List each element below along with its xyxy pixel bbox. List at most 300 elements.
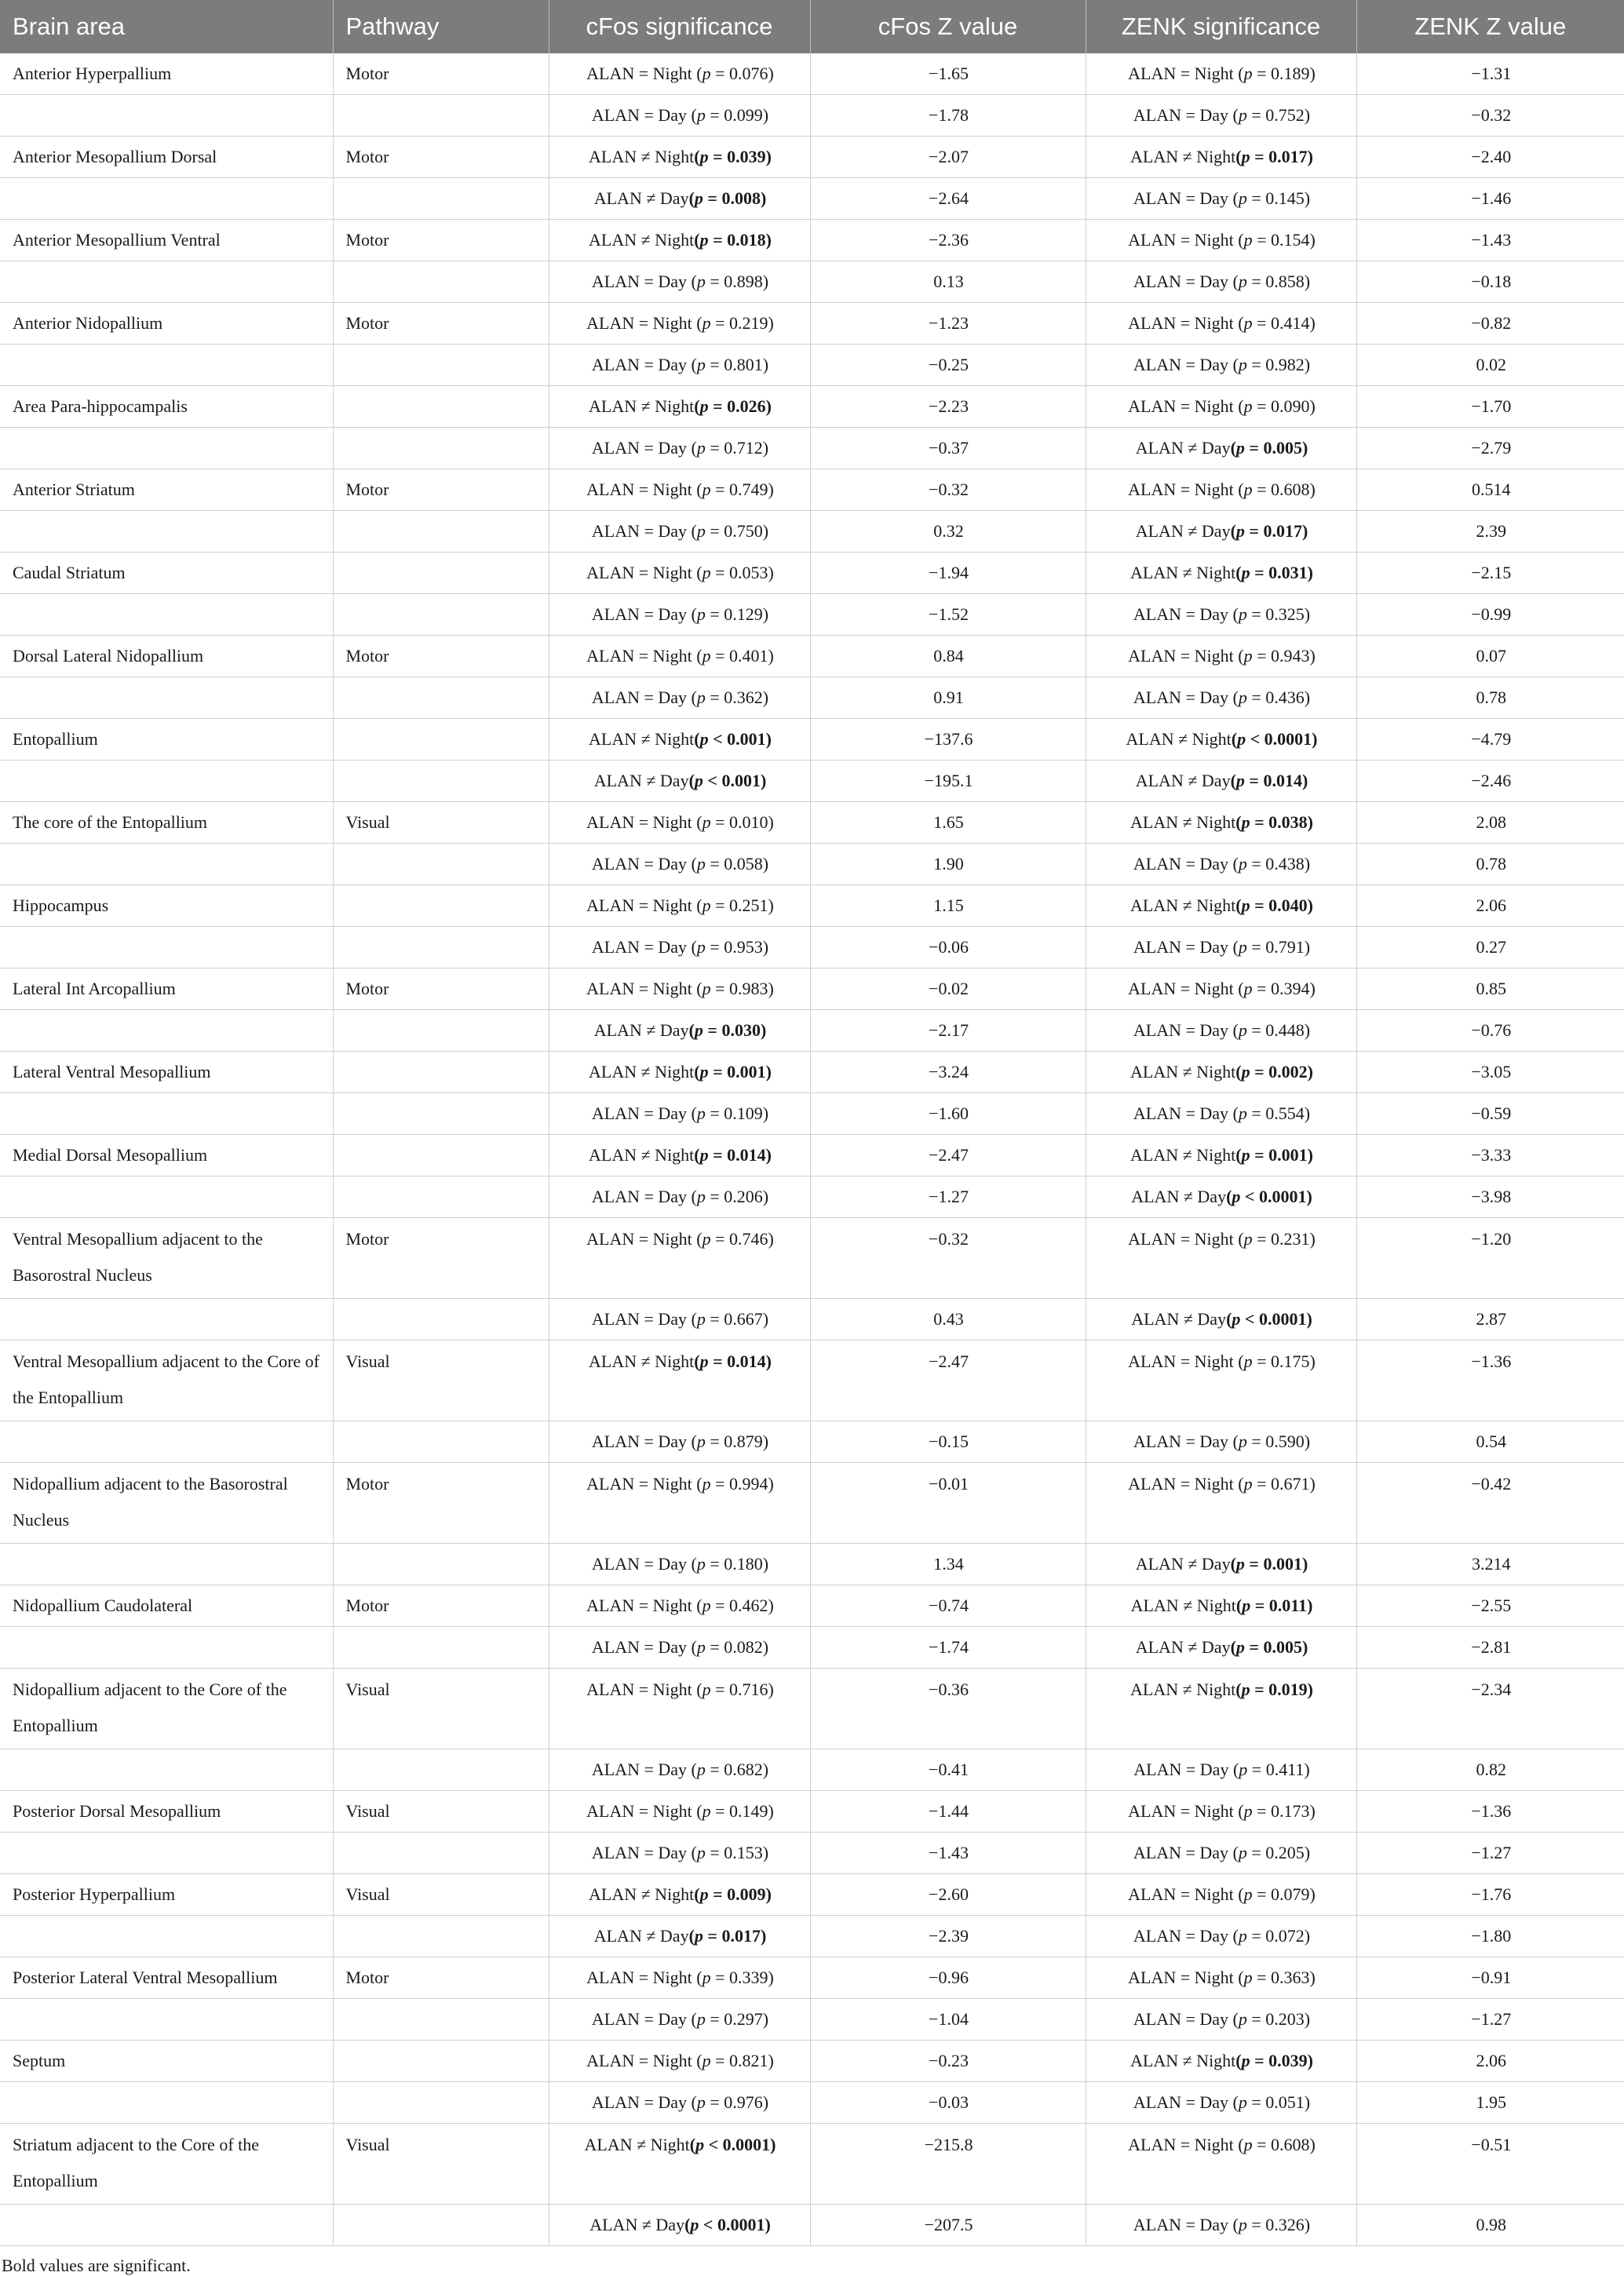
zenk-z-cell: −0.82 — [1356, 303, 1624, 345]
p-value-text: (p = 0.712) — [691, 438, 769, 458]
cfos-significance-cell — [549, 1093, 810, 1135]
cfos-significance-cell — [549, 178, 810, 220]
p-operator: = — [710, 355, 720, 374]
pathway-cell: Visual — [333, 1874, 549, 1916]
comparison-label: ALAN = Day — [1133, 1760, 1229, 1779]
comparison-label: ALAN = Day — [591, 688, 688, 707]
p-value-text: (p = 0.030) — [688, 1020, 767, 1040]
p-symbol: p — [1241, 1145, 1250, 1165]
p-value: 0.716 — [729, 1680, 768, 1699]
p-symbol: p — [696, 1760, 706, 1779]
p-symbol: p — [1243, 313, 1253, 333]
comparison-label: ALAN = Night — [1128, 1968, 1234, 1987]
zenk-significance-cell — [1086, 178, 1356, 220]
p-symbol: p — [696, 438, 706, 458]
p-operator: = — [707, 1020, 717, 1040]
table-row — [0, 220, 1624, 261]
p-symbol: p — [699, 1062, 709, 1081]
p-symbol: p — [694, 771, 703, 790]
cfos-z-cell: −0.03 — [810, 2082, 1086, 2124]
p-value-group — [692, 1103, 769, 1123]
p-value: 0.040 — [1268, 895, 1308, 915]
p-value: 0.053 — [729, 563, 768, 582]
p-value-text: (p = 0.017) — [1230, 521, 1308, 541]
p-value-text: (p = 0.994) — [696, 1474, 774, 1494]
p-symbol: p — [1235, 521, 1245, 541]
p-symbol: p — [696, 272, 706, 291]
pathway-cell — [333, 553, 549, 594]
brain-area-cell: Ventral Mesopallium adjacent to the Basorostral Nucleus — [0, 1218, 333, 1299]
comparison-label: ALAN = Night — [1128, 646, 1234, 666]
comparison-label: ALAN = Night — [1128, 979, 1234, 998]
zenk-z-cell: −1.76 — [1356, 1874, 1624, 1916]
p-value-text: (p = 0.746) — [696, 1229, 774, 1249]
p-value-text: (p = 0.173) — [1238, 1801, 1316, 1821]
comparison-label: ALAN = Night — [586, 1596, 692, 1615]
p-value: 0.325 — [1265, 604, 1305, 624]
p-value: 0.206 — [724, 1187, 763, 1206]
p-operator: = — [1254, 812, 1265, 832]
p-value-group — [1235, 1062, 1313, 1081]
p-operator: < — [1250, 729, 1261, 749]
p-value-group — [692, 272, 769, 291]
zenk-z-cell: −3.33 — [1356, 1135, 1624, 1176]
p-value: 0.173 — [1271, 1801, 1310, 1821]
p-value-text: (p = 0.008) — [688, 188, 767, 208]
p-symbol: p — [1243, 1968, 1253, 1987]
p-value-group — [1238, 1229, 1316, 1249]
p-value: 0.002 — [1268, 1062, 1308, 1081]
p-operator: = — [713, 396, 723, 416]
p-value: 0.953 — [724, 937, 763, 957]
p-operator: = — [1251, 2009, 1261, 2029]
p-value-text: (p = 0.943) — [1238, 646, 1316, 666]
brain-area-cell — [0, 1749, 333, 1791]
p-value: 0.682 — [724, 1760, 763, 1779]
pathway-cell: Visual — [333, 1340, 549, 1421]
zenk-significance-cell — [1086, 885, 1356, 927]
p-value-group — [692, 1554, 769, 1574]
p-symbol: p — [1235, 1554, 1245, 1574]
comparison-label: ALAN ≠ Day — [1135, 1554, 1231, 1574]
zenk-significance-cell — [1086, 1669, 1356, 1749]
p-value-group — [1238, 230, 1316, 250]
p-operator: = — [713, 230, 723, 250]
cfos-significance-cell — [549, 1957, 810, 1999]
cfos-significance-cell — [549, 1627, 810, 1669]
brain-area-cell — [0, 1093, 333, 1135]
p-value-text: (p = 0.011) — [1235, 1596, 1313, 1615]
comparison-label: ALAN = Night — [1128, 230, 1234, 250]
table-row — [0, 1791, 1624, 1833]
p-symbol: p — [696, 1187, 706, 1206]
zenk-z-cell: −1.70 — [1356, 386, 1624, 428]
p-symbol: p — [699, 1145, 709, 1165]
p-operator: = — [710, 1187, 720, 1206]
p-value-text: (p = 0.145) — [1232, 188, 1311, 208]
p-symbol: p — [1238, 937, 1247, 957]
cfos-significance-cell — [549, 220, 810, 261]
table-row — [0, 1093, 1624, 1135]
p-value-text: (p = 0.898) — [691, 272, 769, 291]
brain-area-cell — [0, 677, 333, 719]
cfos-significance-cell — [549, 1833, 810, 1874]
comparison-label: ALAN ≠ Day — [1135, 438, 1231, 458]
brain-area-cell — [0, 2082, 333, 2124]
p-value-group — [692, 688, 769, 707]
p-value-group — [1236, 1596, 1313, 1615]
cfos-significance-cell — [549, 1299, 810, 1340]
cfos-z-cell: 0.91 — [810, 677, 1086, 719]
p-value-group — [1233, 1103, 1311, 1123]
p-operator: = — [1249, 771, 1259, 790]
p-value-text: (p = 0.040) — [1235, 895, 1313, 915]
pathway-cell — [333, 885, 549, 927]
cfos-significance-cell — [549, 1544, 810, 1585]
cfos-significance-cell — [549, 386, 810, 428]
pathway-cell — [333, 844, 549, 885]
p-operator: = — [1249, 438, 1259, 458]
zenk-z-cell: −0.42 — [1356, 1463, 1624, 1544]
p-value-text: (p = 0.014) — [1230, 771, 1308, 790]
zenk-significance-cell — [1086, 469, 1356, 511]
p-operator: = — [1257, 1801, 1267, 1821]
p-symbol: p — [1243, 230, 1253, 250]
p-operator: = — [1257, 979, 1267, 998]
p-value-group — [1226, 1187, 1312, 1206]
p-symbol: p — [1238, 1926, 1247, 1946]
p-value: 0.030 — [721, 1020, 761, 1040]
p-value-text: (p = 0.018) — [694, 230, 772, 250]
comparison-label: ALAN ≠ Night — [1130, 563, 1236, 582]
p-value-group — [1233, 1432, 1311, 1451]
p-value-text: (p = 0.251) — [696, 895, 774, 915]
cfos-z-cell: −2.07 — [810, 137, 1086, 178]
p-value-group — [1238, 1351, 1316, 1371]
p-value: 0.001 — [1263, 1554, 1302, 1574]
p-value: 0.009 — [727, 1884, 766, 1904]
p-value-group — [689, 1926, 767, 1946]
p-value-group — [1233, 1760, 1310, 1779]
p-operator: < — [1244, 1309, 1255, 1329]
p-operator: < — [708, 2135, 719, 2154]
pathway-cell: Visual — [333, 1791, 549, 1833]
p-operator: = — [1251, 854, 1261, 874]
cfos-significance-cell — [549, 1135, 810, 1176]
comparison-label: ALAN = Night — [1128, 313, 1234, 333]
zenk-z-cell: −1.36 — [1356, 1791, 1624, 1833]
p-symbol: p — [702, 646, 711, 666]
p-value-group — [692, 1432, 769, 1451]
brain-area-cell — [0, 1010, 333, 1052]
p-symbol: p — [1243, 2135, 1253, 2154]
p-value-group — [696, 313, 774, 333]
p-value: 0.554 — [1265, 1103, 1305, 1123]
p-operator: = — [1257, 1884, 1267, 1904]
comparison-label: ALAN = Night — [586, 1968, 692, 1987]
p-value-text: (p = 0.438) — [1232, 854, 1311, 874]
p-value: 0.750 — [724, 521, 763, 541]
table-row — [0, 1010, 1624, 1052]
comparison-label: ALAN ≠ Day — [593, 188, 689, 208]
p-operator: = — [1257, 1968, 1267, 1987]
comparison-label: ALAN ≠ Night — [589, 729, 695, 749]
p-symbol: p — [1232, 1309, 1241, 1329]
p-symbol: p — [1243, 979, 1253, 998]
comparison-label: ALAN ≠ Night — [589, 1145, 695, 1165]
p-value-group — [1235, 812, 1313, 832]
p-value-group — [1238, 64, 1316, 83]
table-body — [0, 53, 1624, 2246]
p-operator: = — [710, 854, 720, 874]
p-symbol: p — [702, 1596, 711, 1615]
p-value: 0.752 — [1265, 105, 1305, 125]
p-value-group — [1233, 854, 1311, 874]
cfos-z-cell: −1.44 — [810, 1791, 1086, 1833]
zenk-z-cell: −0.76 — [1356, 1010, 1624, 1052]
pathway-cell: Motor — [333, 469, 549, 511]
zenk-significance-cell — [1086, 719, 1356, 760]
comparison-label: ALAN = Night — [1128, 396, 1234, 416]
comparison-label: ALAN ≠ Night — [1126, 729, 1232, 749]
cfos-significance-cell — [549, 1749, 810, 1791]
p-symbol: p — [1243, 1801, 1253, 1821]
p-value-text: (p = 0.001) — [1235, 1145, 1313, 1165]
p-operator: = — [715, 1680, 725, 1699]
p-operator: = — [1257, 646, 1267, 666]
p-value-group — [696, 979, 774, 998]
p-value: 0.858 — [1265, 272, 1305, 291]
comparison-label: ALAN = Day — [1133, 1926, 1229, 1946]
comparison-label: ALAN = Day — [1133, 688, 1229, 707]
comparison-label: ALAN = Day — [1133, 105, 1229, 125]
p-value: 0.414 — [1271, 313, 1310, 333]
cfos-z-cell: −1.94 — [810, 553, 1086, 594]
p-value: 0.801 — [724, 355, 763, 374]
table-row — [0, 1340, 1624, 1421]
p-value-text: (p = 0.072) — [1232, 1926, 1311, 1946]
p-value: 0.001 — [727, 729, 766, 749]
brain-area-cell: Septum — [0, 2041, 333, 2082]
p-value: 0.005 — [1263, 438, 1302, 458]
comparison-label: ALAN = Day — [591, 438, 688, 458]
p-value-group — [694, 729, 772, 749]
comparison-label: ALAN ≠ Day — [1135, 771, 1231, 790]
table-row — [0, 2082, 1624, 2124]
cfos-significance-cell — [549, 2124, 810, 2205]
comparison-label: ALAN = Night — [586, 1801, 692, 1821]
p-value: 0.712 — [724, 438, 763, 458]
zenk-significance-cell — [1086, 1544, 1356, 1585]
pathway-cell: Motor — [333, 303, 549, 345]
pathway-cell — [333, 1749, 549, 1791]
p-value: 0.462 — [729, 1596, 768, 1615]
p-operator: = — [710, 272, 720, 291]
p-value: 0.0001 — [1258, 1187, 1307, 1206]
brain-area-cell — [0, 1176, 333, 1218]
zenk-z-cell: −0.99 — [1356, 594, 1624, 636]
pathway-cell — [333, 2082, 549, 2124]
zenk-significance-cell — [1086, 303, 1356, 345]
comparison-label: ALAN ≠ Night — [1130, 895, 1236, 915]
p-value-text: (p = 0.749) — [696, 480, 774, 499]
p-value-text: (p = 0.082) — [691, 1637, 769, 1657]
cfos-z-cell: 1.15 — [810, 885, 1086, 927]
p-value-group — [690, 2135, 776, 2154]
zenk-significance-cell — [1086, 1093, 1356, 1135]
cfos-z-cell: −1.74 — [810, 1627, 1086, 1669]
p-value: 0.175 — [1271, 1351, 1310, 1371]
zenk-z-cell: −0.32 — [1356, 95, 1624, 137]
p-symbol: p — [702, 1968, 711, 1987]
p-operator: = — [1251, 1432, 1261, 1451]
comparison-label: ALAN ≠ Day — [593, 1926, 689, 1946]
p-symbol: p — [1238, 688, 1247, 707]
p-operator: = — [715, 895, 725, 915]
p-symbol: p — [696, 1637, 706, 1657]
p-value: 0.339 — [729, 1968, 768, 1987]
zenk-z-cell: 2.06 — [1356, 2041, 1624, 2082]
p-value-group — [692, 1309, 769, 1329]
pathway-cell — [333, 1052, 549, 1093]
p-value-text: (p = 0.436) — [1232, 688, 1311, 707]
cfos-z-cell: −2.47 — [810, 1135, 1086, 1176]
p-symbol: p — [694, 188, 703, 208]
p-value-group — [694, 230, 772, 250]
p-value-text: (p = 0.129) — [691, 604, 769, 624]
brain-area-cell: Ventral Mesopallium adjacent to the Core of the Entopallium — [0, 1340, 333, 1421]
comparison-label: ALAN ≠ Day — [1135, 521, 1231, 541]
p-value-group — [1233, 1843, 1311, 1862]
zenk-z-cell: −1.46 — [1356, 178, 1624, 220]
zenk-significance-cell — [1086, 261, 1356, 303]
cfos-z-cell: −0.23 — [810, 2041, 1086, 2082]
p-value-group — [1232, 729, 1318, 749]
p-operator: = — [713, 1145, 723, 1165]
p-value-group — [692, 521, 769, 541]
brain-area-cell: Caudal Striatum — [0, 553, 333, 594]
zenk-significance-cell — [1086, 95, 1356, 137]
p-value-group — [692, 1637, 769, 1657]
zenk-significance-cell — [1086, 1957, 1356, 1999]
p-symbol: p — [702, 1229, 711, 1249]
pathway-cell — [333, 1916, 549, 1957]
p-value: 0.0001 — [1264, 729, 1312, 749]
p-symbol: p — [1238, 2009, 1247, 2029]
p-value: 0.031 — [1268, 563, 1308, 582]
brain-area-cell: Medial Dorsal Mesopallium — [0, 1135, 333, 1176]
pathway-cell: Motor — [333, 1463, 549, 1544]
cfos-z-cell: −195.1 — [810, 760, 1086, 802]
p-operator: = — [1249, 521, 1259, 541]
comparison-label: ALAN ≠ Night — [1130, 1680, 1236, 1699]
p-value-group — [1231, 438, 1308, 458]
cfos-z-cell: −0.02 — [810, 968, 1086, 1010]
p-symbol: p — [1235, 1637, 1245, 1657]
cfos-z-cell: 1.65 — [810, 802, 1086, 844]
cfos-z-cell: 0.32 — [810, 511, 1086, 553]
zenk-z-cell: 0.02 — [1356, 345, 1624, 386]
brain-area-cell — [0, 2205, 333, 2246]
brain-area-cell — [0, 927, 333, 968]
p-value-text: (p = 0.608) — [1238, 2135, 1316, 2154]
p-operator: = — [1257, 480, 1267, 499]
p-operator: = — [713, 147, 723, 166]
p-value: 0.180 — [724, 1554, 763, 1574]
zenk-z-cell: 0.85 — [1356, 968, 1624, 1010]
table-row — [0, 1135, 1624, 1176]
p-value-text: (p = 0.076) — [696, 64, 774, 83]
p-value-text: (p = 0.953) — [691, 937, 769, 957]
cfos-significance-cell — [549, 1340, 810, 1421]
pathway-cell — [333, 261, 549, 303]
comparison-label: ALAN = Night — [1128, 1351, 1234, 1371]
p-value-text: (p = 0.153) — [691, 1843, 769, 1862]
p-value: 0.608 — [1271, 2135, 1310, 2154]
table-row — [0, 1544, 1624, 1585]
p-value-text: (p = 0.297) — [691, 2009, 769, 2029]
cfos-significance-cell — [549, 594, 810, 636]
cfos-z-cell: −137.6 — [810, 719, 1086, 760]
cfos-significance-cell — [549, 760, 810, 802]
brain-area-cell: Anterior Hyperpallium — [0, 53, 333, 95]
p-value-group — [1233, 105, 1311, 125]
zenk-significance-cell — [1086, 1791, 1356, 1833]
zenk-significance-cell — [1086, 1135, 1356, 1176]
table-row — [0, 677, 1624, 719]
p-value: 0.058 — [724, 854, 763, 874]
table-row — [0, 885, 1624, 927]
p-symbol: p — [1238, 2215, 1247, 2234]
p-value-group — [692, 937, 769, 957]
p-value-text: (p = 0.879) — [691, 1432, 769, 1451]
p-symbol: p — [1237, 729, 1246, 749]
table-row — [0, 636, 1624, 677]
p-operator: = — [715, 1801, 725, 1821]
cfos-significance-cell — [549, 1218, 810, 1299]
brain-area-cell — [0, 261, 333, 303]
zenk-z-cell: −2.40 — [1356, 137, 1624, 178]
table-row — [0, 1749, 1624, 1791]
p-symbol: p — [702, 480, 711, 499]
p-value-text: (p = 0.590) — [1232, 1432, 1311, 1451]
p-operator: < — [1244, 1187, 1255, 1206]
p-value: 0.0001 — [1258, 1309, 1307, 1329]
p-value-text: (p = 0.002) — [1235, 1062, 1313, 1081]
comparison-label: ALAN = Day — [1133, 1103, 1229, 1123]
p-symbol: p — [696, 604, 706, 624]
zenk-significance-cell — [1086, 1299, 1356, 1340]
comparison-label: ALAN ≠ Night — [1130, 147, 1236, 166]
p-value-group — [696, 1801, 774, 1821]
brain-area-cell: Anterior Mesopallium Ventral — [0, 220, 333, 261]
zenk-significance-cell — [1086, 2205, 1356, 2246]
zenk-significance-cell — [1086, 1463, 1356, 1544]
table-row — [0, 178, 1624, 220]
cfos-significance-cell — [549, 927, 810, 968]
zenk-significance-cell — [1086, 636, 1356, 677]
pathway-cell — [333, 428, 549, 469]
p-value: 0.011 — [1268, 1596, 1308, 1615]
p-value-text: (p = 0.801) — [691, 355, 769, 374]
p-operator: = — [715, 1474, 725, 1494]
p-value-text: (p = 0.554) — [1232, 1103, 1311, 1123]
pathway-cell — [333, 1176, 549, 1218]
p-value-text: (p = 0.001) — [694, 1062, 772, 1081]
header-cfos-significance: cFos significance — [549, 0, 810, 53]
zenk-significance-cell — [1086, 511, 1356, 553]
p-symbol: p — [1243, 1474, 1253, 1494]
